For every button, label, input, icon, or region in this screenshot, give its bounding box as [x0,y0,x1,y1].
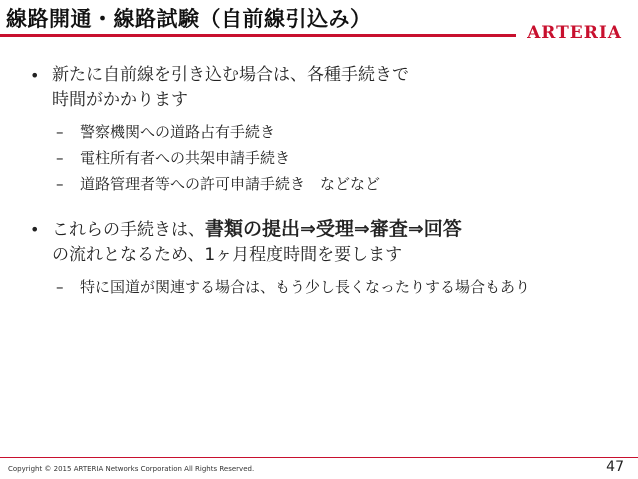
sub-item-text: 電柱所有者への共架申請手続き [80,149,291,167]
bullet-dot-icon: • [30,66,40,85]
sub-item [52,119,630,145]
sub-item-text: 警察機関への道路占有手続き [80,123,276,141]
arteria-logo: ARTERIA [527,23,622,43]
sub-item [52,145,630,171]
sub-item [52,171,630,197]
sub-item [52,274,630,300]
bullet-dot-icon: • [30,220,40,239]
bullet-1-line1: 新たに自前線を引き込む場合は、各種手続きで [52,65,409,85]
slide-title: 線路開通・線路試験（自前線引込み） [6,7,372,31]
bullet-2-line2: の流れとなるため、1ヶ月程度時間を要します [52,245,403,265]
bullet-1-line2: 時間がかかります [52,90,188,110]
sub-item-text: 道路管理者等への許可申請手続き などなど [80,175,381,193]
bullet-2-sublist [52,274,630,300]
spacer [30,197,630,217]
slide-body [30,63,630,300]
bullet-2 [30,217,630,268]
sub-item-text: 特に国道が関連する場合は、もう少し長くなったりする場合もあり [80,278,531,296]
bullet-1 [30,63,630,113]
dash-icon: – [56,149,64,167]
bullet-2-prefix: これらの手続きは、 [52,220,205,240]
dash-icon: – [56,123,64,141]
footer-divider [0,457,638,458]
bullet-2-line1 [52,217,630,243]
page-number: 47 [606,459,624,475]
copyright-text: Copyright © 2015 ARTERIA Networks Corporation All Rights Reserved. [8,465,255,473]
dash-icon: – [56,278,64,296]
title-underline [0,34,516,37]
bullet-1-sublist [52,119,630,197]
bullet-2-emphasis: 書類の提出⇒受理⇒審査⇒回答 [205,218,462,240]
dash-icon: – [56,175,64,193]
